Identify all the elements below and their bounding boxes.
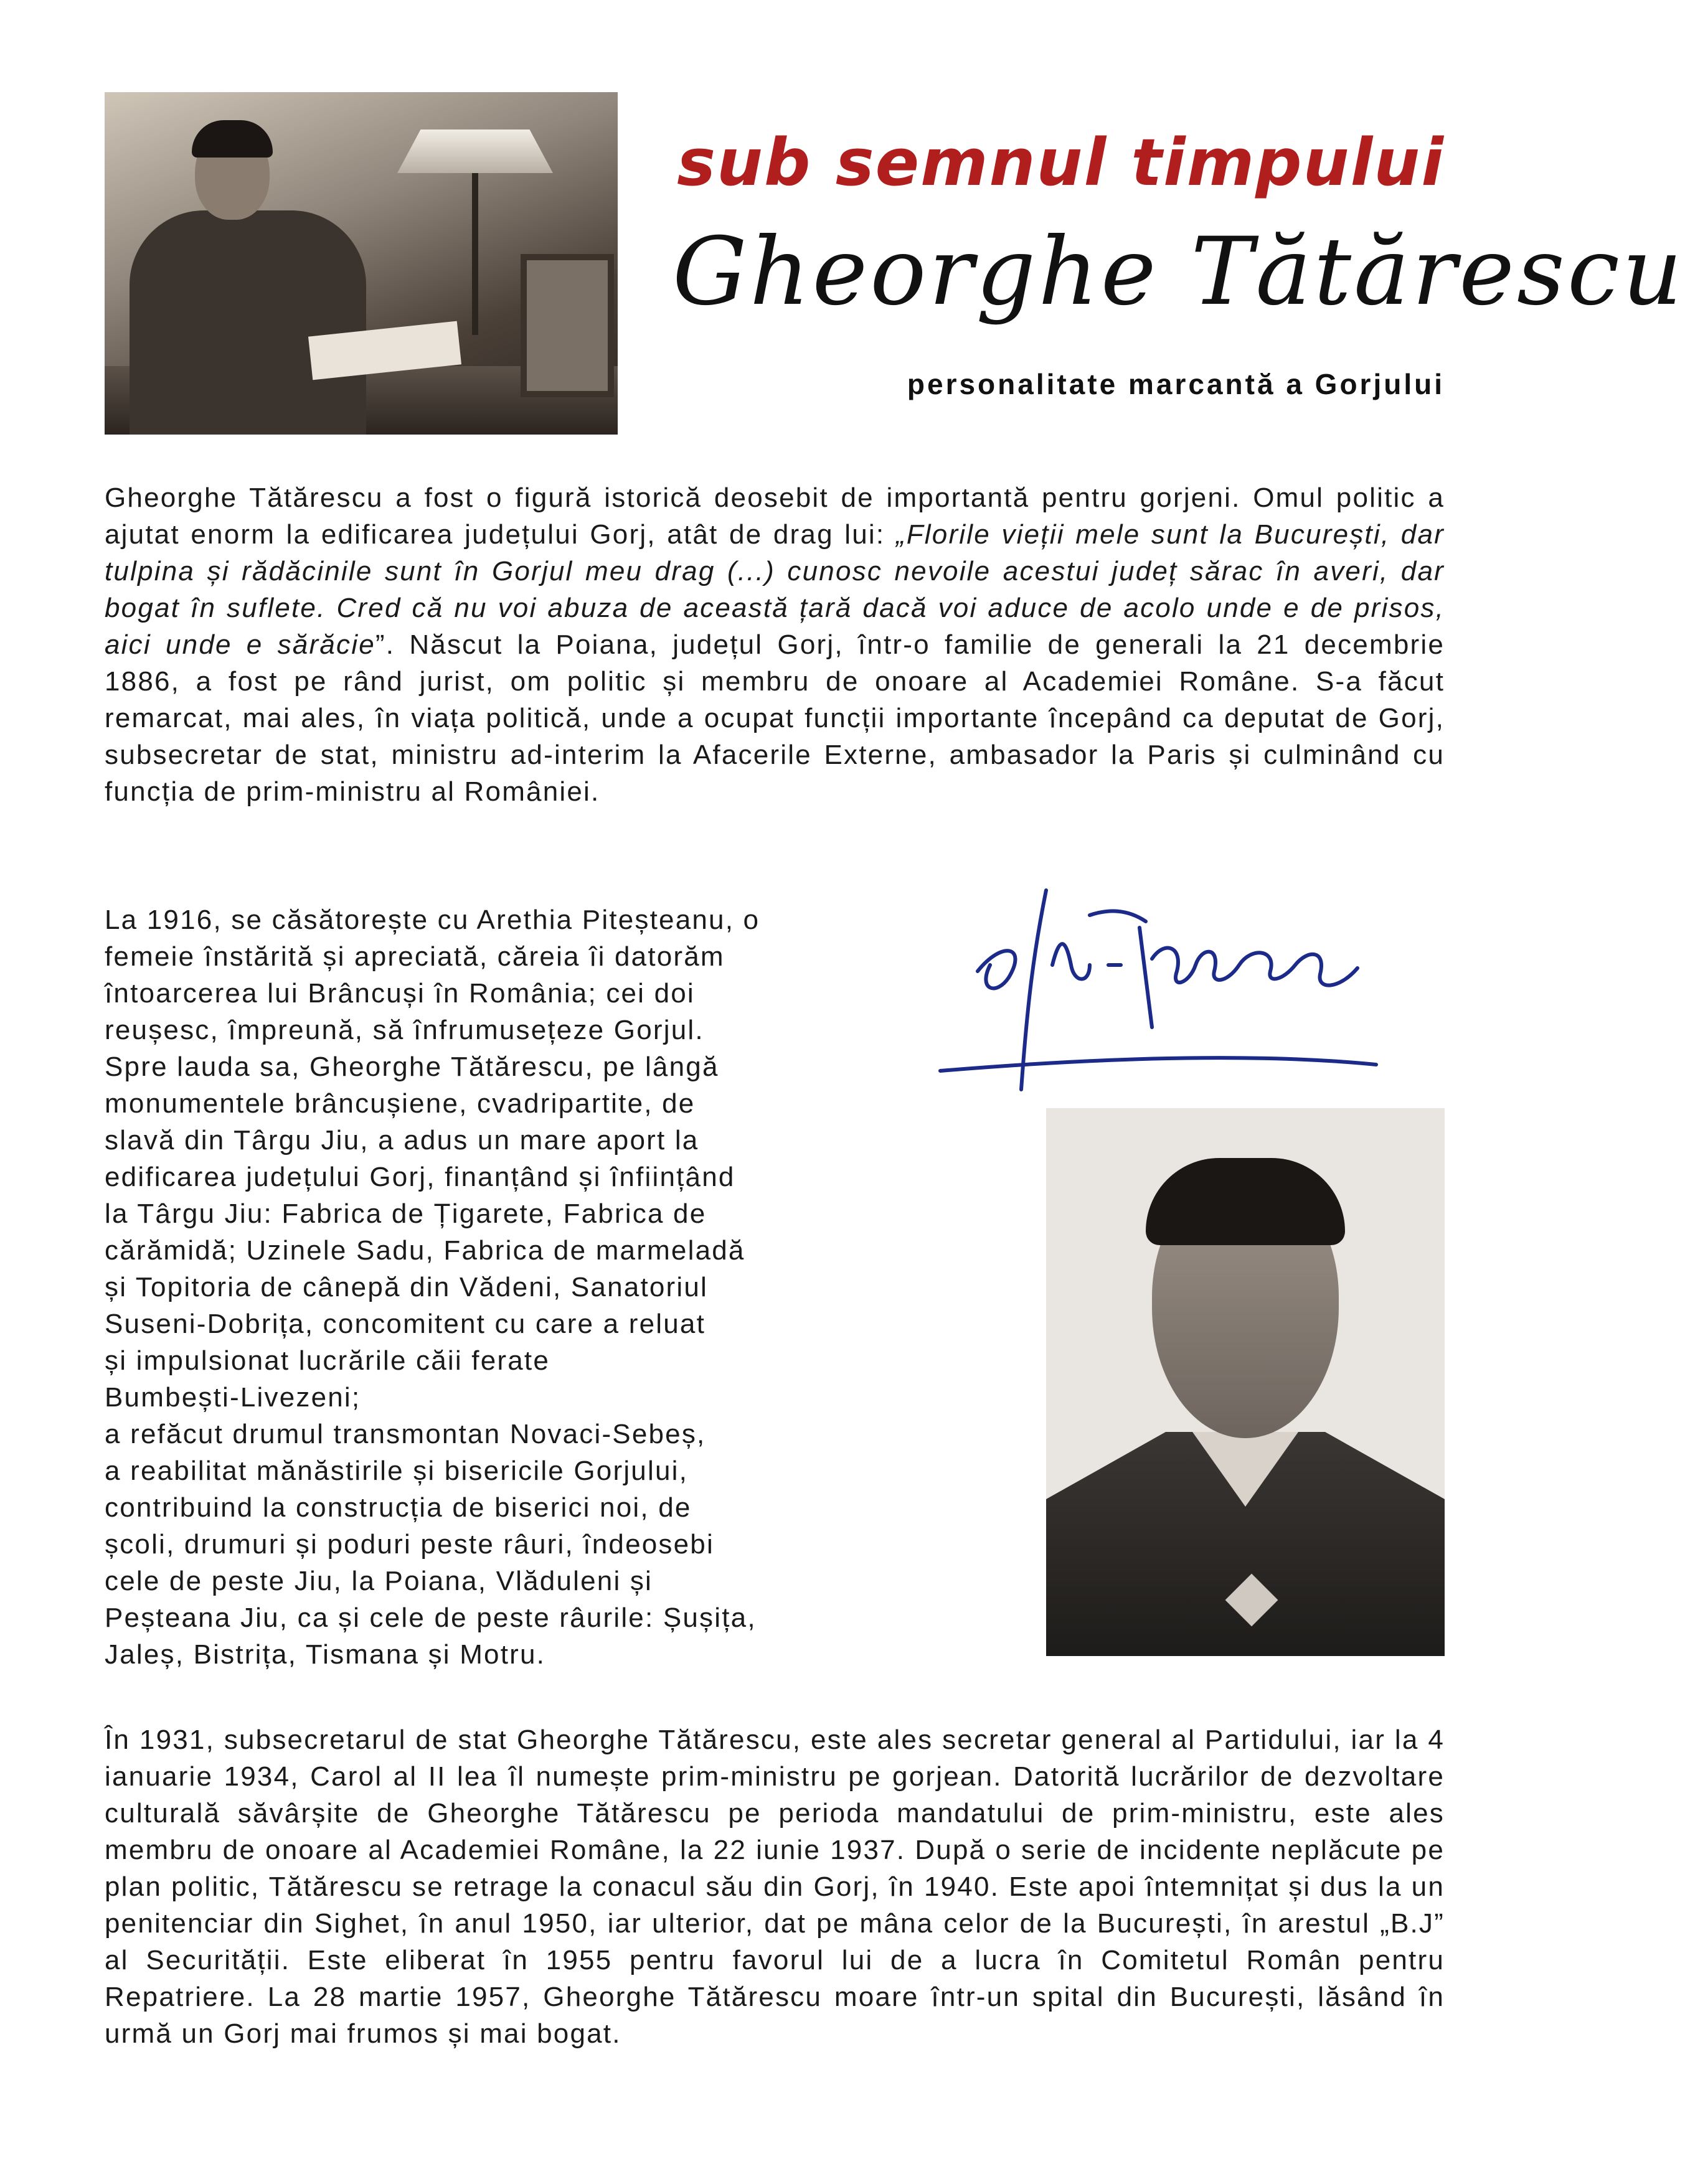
later-life-paragraph: În 1931, subsecretarul de stat Gheorghe Tătărescu, este ales secretar general al Partidului, iar la 4 ianuarie 1934, Carol al II lea îl numește prim-ministru pe gorjean. Datorită lucrărilor de dezvoltare culturală săvârșite de Gheorghe Tătărescu pe perioda mandatului de prim-ministru, este ales membru de onoare al Academiei Române, la 22 iunie 1937. După o serie de incidente neplăcute pe plan politic, Tătărescu se retrage la conacul său din Gorj, în 1940. Este apoi întemnițat și dus la un penitenciar din Sighet, în anul 1950, iar ulterior, dat pe mâna celor de la București, în arestul „B.J” al Securității. Este eliberat în 1955 pentru favorul lui de a lucra în Comitetul Român pentru Repatriere. La 28 martie 1957, Gheorghe Tătărescu moare într-un spital din București, lăsând în urmă un Gorj mai frumos și mai bogat.	[105, 1725, 1445, 2049]
picture-frame-shape	[521, 254, 614, 397]
achievements-line: reușesc, împreună, să înfrumusețeze Gorjul.	[105, 1015, 704, 1045]
achievements-paragraph	[105, 901, 877, 1673]
achievements-line: edificarea județului Gorj, finanțând și înființând	[105, 1162, 735, 1192]
achievements-line: Peșteana Jiu, ca și cele de peste râurile: Șușița,	[105, 1603, 757, 1633]
intro-quote: „Florile vieții mele sunt la București, dar tulpina și rădăcinile sunt în Gorjul meu drag (...) cunosc nevoile acestui județ sărac în averi, dar bogat în suflete. Cred că nu voi abuza de această țară dacă voi aduce de acolo unde e de prisos, aici unde e sărăcie	[105, 519, 1445, 660]
achievements-line: și impulsionat lucrările căii ferate	[105, 1345, 550, 1376]
achievements-line: cărămidă; Uzinele Sadu, Fabrica de marmeladă	[105, 1235, 745, 1266]
achievements-line: și Topitoria de cânepă din Vădeni, Sanatoriul	[105, 1272, 709, 1302]
achievements-line: Jaleș, Bistrița, Tismana și Motru.	[105, 1639, 546, 1670]
achievements-line: școli, drumuri și poduri peste râuri, îndeosebi	[105, 1529, 714, 1560]
intro-text-after: ”. Născut la Poiana, județul Gorj, într-o familie de generali la 21 decembrie 1886, a fost pe rând jurist, om politic și membru de onoare al Academiei Române. S-a făcut remarcat, mai ales, în viața politică, unde a ocupat funcții importante începând ca deputat de Gorj, subsecretar de stat, ministru ad-interim la Afacerile Externe, ambasador la Paris și culminând cu funcția de prim-ministru al României.	[105, 629, 1445, 807]
achievements-line: La 1916, se căsătorește cu Arethia Piteșteanu, o	[105, 905, 760, 935]
achievements-line: Suseni-Dobrița, concomitent cu care a reluat	[105, 1309, 706, 1339]
achievements-line: Spre lauda sa, Gheorghe Tătărescu, pe lângă	[105, 1052, 719, 1082]
hair-shape	[1146, 1158, 1345, 1245]
desk-photo	[105, 92, 618, 435]
achievements-line: Bumbești-Livezeni;	[105, 1382, 361, 1413]
series-title: sub semnul timpului	[677, 125, 1445, 200]
figure-body-shape	[130, 210, 366, 435]
achievements-line: slavă din Târgu Jiu, a adus un mare aport la	[105, 1125, 699, 1156]
lamp-shade-shape	[397, 129, 553, 173]
achievements-line: cele de peste Jiu, la Poiana, Vlăduleni și	[105, 1566, 653, 1596]
figure-hair-shape	[192, 120, 273, 158]
achievements-line: contribuind la construcția de biserici noi, de	[105, 1492, 692, 1523]
lamp-pole-shape	[472, 173, 478, 335]
tagline: personalitate marcantă a Gorjului	[907, 368, 1445, 400]
intro-text-before: Gheorghe Tătărescu a fost o figură istorică deosebit de importantă pentru gorjeni. Omul politic a ajutat enorm la edificarea județului Gorj, atât de drag lui:	[105, 482, 1445, 550]
person-name-title: Gheorghe Tătărescu	[673, 218, 1685, 326]
uniform-portrait-photo	[1046, 1108, 1445, 1656]
achievements-line: femeie înstărită și apreciată, căreia îi datorăm	[105, 941, 725, 972]
achievements-line: a refăcut drumul transmontan Novaci-Sebeș,	[105, 1419, 706, 1449]
achievements-line: întoarcerea lui Brâncuși în România; cei doi	[105, 978, 695, 1009]
achievements-line: monumentele brâncușiene, cvadripartite, de	[105, 1088, 696, 1119]
intro-paragraph	[105, 479, 1445, 810]
achievements-line: a reabilitat mănăstirile și bisericile Gorjului,	[105, 1456, 689, 1486]
achievements-line: la Târgu Jiu: Fabrica de Țigarete, Fabrica de	[105, 1198, 707, 1229]
